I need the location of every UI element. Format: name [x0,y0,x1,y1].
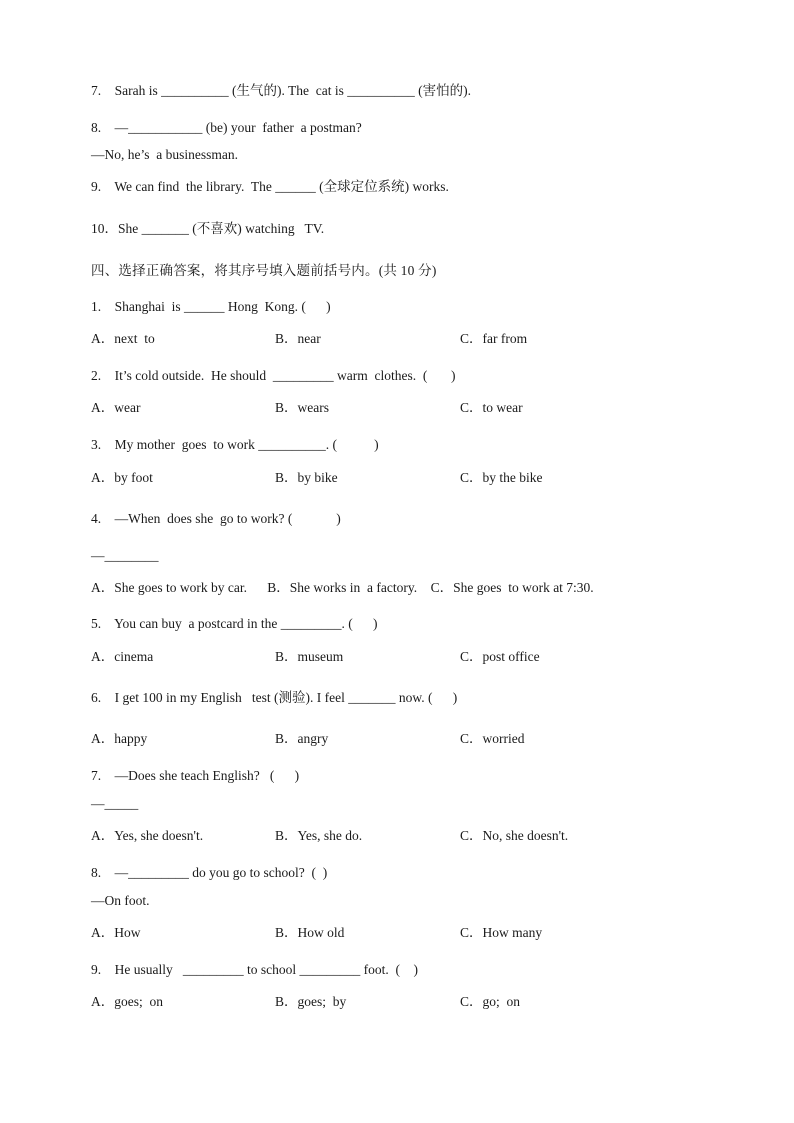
question-9: 9. He usually _________ to school _________ foot. ( ) [91,962,418,977]
q1-option-c: C．far from [460,331,528,346]
q7-reply: —_____ [91,796,139,811]
question-2: 2. It’s cold outside. He should _________ warm clothes. ( ) [91,368,456,383]
q4-options: A．She goes to work by car. B．She works in a factory. C．She goes to work at 7:30. [91,580,594,595]
q1-option-b: B．near [275,331,321,346]
q8-option-c: C．How many [460,925,543,940]
q1-option-a: A．next to [91,331,155,346]
q6-option-a: A．happy [91,731,148,746]
q9-option-c: C．go; on [460,994,521,1009]
question-3: 3. My mother goes to work __________. ( ) [91,437,379,452]
q8-option-b: B．How old [275,925,345,940]
fill-in-question-10: 10．She _______ (不喜欢) watching TV. [91,221,325,236]
q6-option-b: B．angry [275,731,329,746]
q8-reply: —On foot. [91,893,150,908]
fill-in-question-8: 8. —___________ (be) your father a postman? [91,120,362,135]
q3-option-a: A．by foot [91,470,153,485]
question-4: 4. —When does she go to work? ( ) [91,511,341,526]
q7-option-b: B．Yes, she do. [275,828,363,843]
question-7: 7. —Does she teach English? ( ) [91,768,300,783]
section-title: 四、选择正确答案，将其序号填入题前括号内。(共 10 分) [91,263,437,278]
question-5: 5. You can buy a postcard in the _________. ( ) [91,616,378,631]
question-8: 8. —_________ do you go to school? ( ) [91,865,328,880]
q2-option-b: B．wears [275,400,329,415]
q9-option-b: B．goes; by [275,994,347,1009]
q8-option-a: A．How [91,925,141,940]
q7-option-c: C．No, she doesn't. [460,828,569,843]
q3-option-c: C．by the bike [460,470,543,485]
fill-in-question-9: 9. We can find the library. The ______ (全球定位系统) works. [91,179,449,194]
q3-option-b: B．by bike [275,470,338,485]
q2-option-c: C．to wear [460,400,523,415]
q2-option-a: A．wear [91,400,141,415]
question-6: 6. I get 100 in my English test (测验). I feel _______ now. ( ) [91,690,458,705]
q9-option-a: A．goes; on [91,994,163,1009]
fill-in-question-7: 7. Sarah is __________ (生气的). The cat is __________ (害怕的). [91,83,471,98]
q5-option-a: A．cinema [91,649,154,664]
q5-option-c: C．post office [460,649,540,664]
q6-option-c: C．worried [460,731,525,746]
q7-option-a: A．Yes, she doesn't. [91,828,204,843]
question-1: 1. Shanghai is ______ Hong Kong. ( ) [91,299,331,314]
fill-in-answer-8: —No, he’s a businessman. [91,147,238,162]
q4-reply: —________ [91,548,159,563]
q5-option-b: B．museum [275,649,344,664]
